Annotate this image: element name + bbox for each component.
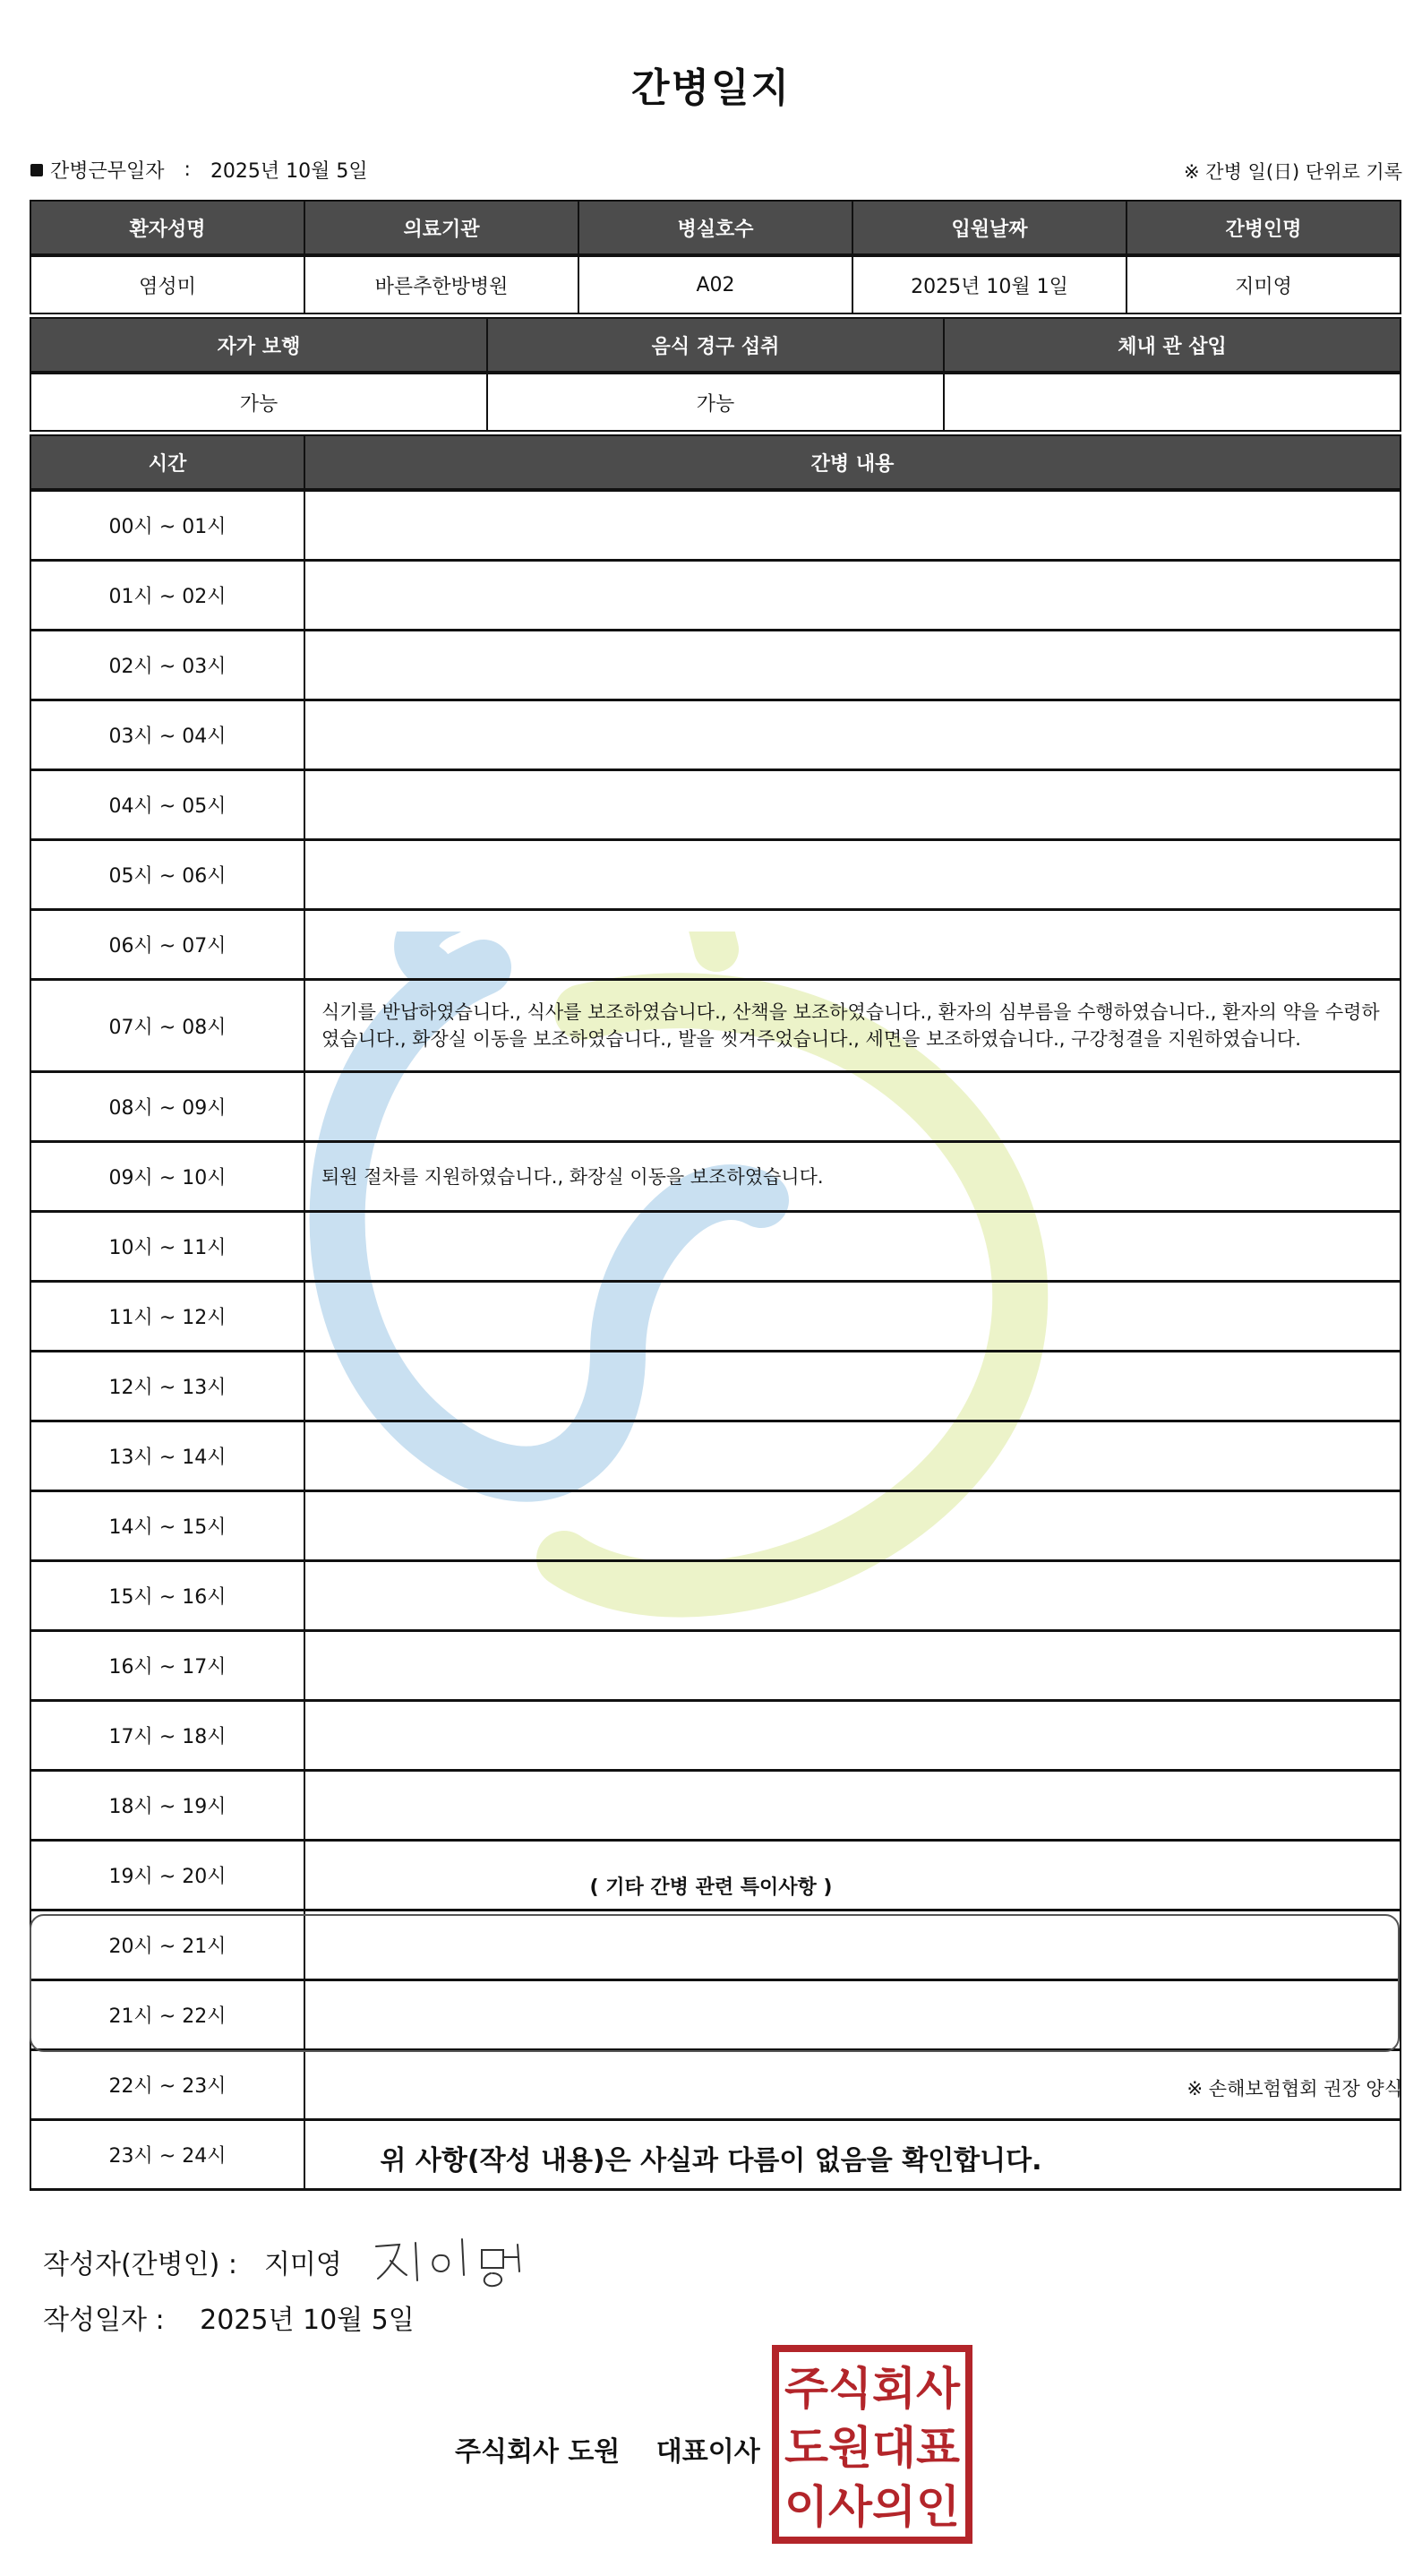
work-date-value: 2025년 10월 5일 <box>210 160 368 183</box>
seal-text-line: 도원대표 <box>784 2422 961 2474</box>
company-name: 주식회사 도원 <box>455 2436 621 2468</box>
care-log-content <box>304 1491 1401 1561</box>
patient-status-value-row <box>30 373 1401 431</box>
header-patient-name: 환자성명 <box>30 201 304 255</box>
care-log-time: 19시 ~ 20시 <box>30 1841 304 1911</box>
care-log-time: 14시 ~ 15시 <box>30 1491 304 1561</box>
care-log-content <box>304 1352 1401 1421</box>
care-log-content <box>304 1701 1401 1771</box>
record-unit-note: ※ 간병 일(日) 단위로 기록 <box>1184 161 1402 183</box>
work-date-separator: : <box>184 159 191 181</box>
written-date-value: 2025년 10월 5일 <box>200 2305 415 2336</box>
care-log-content: 퇴원 절차를 지원하였습니다., 화장실 이동을 보조하였습니다. <box>304 1142 1401 1212</box>
care-log-content <box>304 700 1401 770</box>
care-log-time: 03시 ~ 04시 <box>30 700 304 770</box>
care-log-content <box>304 631 1401 700</box>
care-log-time: 15시 ~ 16시 <box>30 1561 304 1631</box>
care-log-content <box>304 1212 1401 1282</box>
special-notes-box <box>30 1914 1400 2052</box>
care-log-row <box>30 1771 1401 1841</box>
care-log-row <box>30 631 1401 700</box>
care-log-row <box>30 840 1401 910</box>
header-room: 병실호수 <box>578 201 852 255</box>
care-log-time: 07시 ~ 08시 <box>30 980 304 1072</box>
notes-title: ( 기타 간병 관련 특이사항 ) <box>589 1876 833 1899</box>
care-log-content <box>304 490 1401 561</box>
care-log-time: 06시 ~ 07시 <box>30 910 304 980</box>
care-log-header-row <box>30 435 1401 490</box>
care-log-time: 11시 ~ 12시 <box>30 1282 304 1352</box>
care-log-row <box>30 1561 1401 1631</box>
header-hospital: 의료기관 <box>304 201 578 255</box>
care-log-content <box>304 1631 1401 1701</box>
header-tube-insertion: 체내 관 삽입 <box>944 318 1401 373</box>
care-log-row <box>30 1701 1401 1771</box>
care-log-time: 20시 ~ 21시 <box>30 1911 304 1980</box>
care-log-content <box>304 561 1401 631</box>
hospital-value: 바른추한방병원 <box>304 255 578 313</box>
care-log-row <box>30 770 1401 840</box>
care-log-content <box>304 840 1401 910</box>
care-log-time: 02시 ~ 03시 <box>30 631 304 700</box>
writer-name: 지미영 <box>263 2249 342 2280</box>
seal-text-line: 이사의인 <box>784 2481 960 2533</box>
care-log-row <box>30 700 1401 770</box>
care-log-row <box>30 1631 1401 1701</box>
care-log-time: 04시 ~ 05시 <box>30 770 304 840</box>
care-log-row <box>30 1072 1401 1142</box>
care-log-time: 10시 ~ 11시 <box>30 1212 304 1282</box>
care-log-time: 22시 ~ 23시 <box>30 2050 304 2120</box>
care-log-content: 식기를 반납하였습니다., 식사를 보조하였습니다., 산책을 보조하였습니다., 환자의 심부름을 수행하였습니다., 환자의 약을 수령하였습니다., 화장실 이동을 보조하였습니다., 발을 씻겨주었습니다., 세면을 보조하였습니다., 구강청결을 지원하였습니다. <box>304 980 1401 1072</box>
care-log-time: 17시 ~ 18시 <box>30 1701 304 1771</box>
header-time: 시간 <box>30 435 304 490</box>
care-log-row <box>30 1491 1401 1561</box>
room-value: A02 <box>578 255 852 313</box>
care-log-time: 13시 ~ 14시 <box>30 1421 304 1491</box>
company-seal-stamp <box>772 2345 972 2544</box>
care-log-time: 18시 ~ 19시 <box>30 1771 304 1841</box>
confirmation-statement: 위 사항(작성 내용)은 사실과 다름이 없음을 확인합니다. <box>380 2145 1042 2177</box>
care-log-time: 16시 ~ 17시 <box>30 1631 304 1701</box>
self-walking-value: 가능 <box>30 373 487 431</box>
care-log-row <box>30 1212 1401 1282</box>
header-care-content: 간병 내용 <box>304 435 1401 490</box>
writer-line <box>43 2230 539 2293</box>
writer-label: 작성자(간병인) : <box>43 2249 237 2280</box>
ceo-title: 대표이사 <box>655 2436 760 2468</box>
page-title: 간병일지 <box>630 65 791 111</box>
care-log-content <box>304 770 1401 840</box>
care-log-row <box>30 561 1401 631</box>
company-line <box>455 2429 760 2469</box>
header-admission-date: 입원날짜 <box>852 201 1126 255</box>
care-log-content <box>304 1771 1401 1841</box>
care-log-row <box>30 1352 1401 1421</box>
square-bullet-icon <box>30 164 43 176</box>
tube-insertion-value <box>944 373 1401 431</box>
header-self-walking: 자가 보행 <box>30 318 487 373</box>
care-log-content <box>304 910 1401 980</box>
work-date-line <box>30 156 368 184</box>
care-log-content <box>304 1282 1401 1352</box>
work-date-label: 간병근무일자 <box>50 160 165 183</box>
care-log-time: 00시 ~ 01시 <box>30 490 304 561</box>
care-log-time: 01시 ~ 02시 <box>30 561 304 631</box>
care-log-row <box>30 1421 1401 1491</box>
admission-date-value: 2025년 10월 1일 <box>852 255 1126 313</box>
care-log-time: 23시 ~ 24시 <box>30 2120 304 2190</box>
care-log-time: 09시 ~ 10시 <box>30 1142 304 1212</box>
written-date-line <box>43 2297 415 2337</box>
care-log-content <box>304 1072 1401 1142</box>
patient-info-table <box>30 200 1401 314</box>
patient-status-table <box>30 317 1401 432</box>
oral-intake-value: 가능 <box>487 373 944 431</box>
patient-status-header-row <box>30 318 1401 373</box>
care-log-row <box>30 910 1401 980</box>
care-log-row <box>30 1142 1401 1212</box>
caregiver-name-value: 지미영 <box>1126 255 1401 313</box>
form-source-note: ※ 손해보험협회 권장 양식 <box>1186 2078 1402 2099</box>
care-log-row <box>30 980 1401 1072</box>
care-log-content <box>304 1421 1401 1491</box>
seal-text-line: 주식회사 <box>784 2363 961 2415</box>
care-log-time: 21시 ~ 22시 <box>30 1980 304 2050</box>
care-log-row <box>30 490 1401 561</box>
patient-info-header-row <box>30 201 1401 255</box>
patient-name-value: 염성미 <box>30 255 304 313</box>
care-log-time: 08시 ~ 09시 <box>30 1072 304 1142</box>
care-log-time: 12시 ~ 13시 <box>30 1352 304 1421</box>
care-log-content <box>304 1561 1401 1631</box>
handwritten-signature <box>369 2230 539 2293</box>
patient-info-value-row <box>30 255 1401 313</box>
header-oral-intake: 음식 경구 섭취 <box>487 318 944 373</box>
care-log-row <box>30 1282 1401 1352</box>
header-caregiver-name: 간병인명 <box>1126 201 1401 255</box>
care-log-time: 05시 ~ 06시 <box>30 840 304 910</box>
written-date-label: 작성일자 : <box>43 2305 165 2336</box>
